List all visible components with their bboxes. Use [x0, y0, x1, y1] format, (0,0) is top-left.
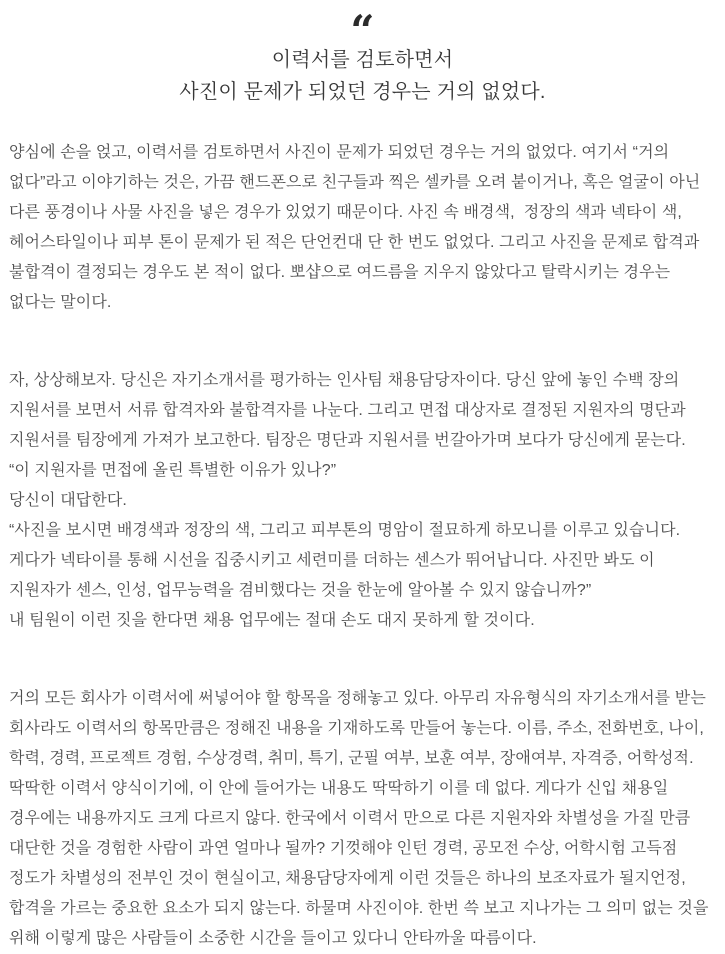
- paragraph-1: [9, 138, 716, 318]
- text-line: “사진을 보시면 배경색과 정장의 색, 그리고 피부톤의 명암이 절묘하게 하모니를 이루고 있습니다. 게다가 넥타이를 통해 시선을 집중시키고 세련미를 더하는 센스가 뛰어납니다. 사진만 봐도 이 지원자가 센스, 인성, 업무능력을 겸비했다는 것을 한눈에 알아볼 수 있지 않습니까?”: [9, 522, 685, 599]
- article-body: [9, 138, 716, 954]
- double-quote-icon: “: [350, 6, 375, 55]
- text-line: 당신이 대답한다.: [9, 492, 127, 509]
- text-line: 자, 상상해보자. 당신은 자기소개서를 평가하는 인사팀 채용담당자이다. 당신 앞에 놓인 수백 장의 지원서를 보면서 서류 합격자와 불합격자를 나눈다. 그리고 면접 대상자로 결정된 지원자의 명단과 지원서를 팀장에게 가져가 보고한다. 팀장은 명단과 지원서를 번갈아가며 보다가 당신에게 묻는다.: [9, 372, 691, 449]
- text-line: 내 팀원이 이런 짓을 한다면 채용 업무에는 절대 손도 대지 못하게 할 것이다.: [9, 612, 535, 629]
- paragraph-3: [9, 684, 716, 954]
- text-line: 거의 모든 회사가 이력서에 써넣어야 할 항목을 정해놓고 있다. 아무리 자유형식의 자기소개서를 받는 회사라도 이력서의 항목만큼은 정해진 내용을 기재하도록 만들어 놓는다. 이름, 주소, 전화번호, 나이, 학력, 경력, 프로젝트 경험, 수상경력, 취미, 특기, 군필 여부, 보훈 여부, 장애여부, 자격증, 어학성적. 딱딱한 이력서 양식이기에, 이 안에 들어가는 내용도 딱딱하기 이를 데 없다. 게다가 신입 채용일 경우에는 내용까지도 크게 다르지 않다. 한국에서 이력서 만으로 다른 지원자와 차별성을 가질 만큼 대단한 것을 경험한 사람이 과연 얼마나 될까? 기껏해야 인턴 경력, 공모전 수상, 어학시험 고득점 정도가 차별성의 전부인 것이 현실이고, 채용담당자에게 이런 것들은 하나의 보조자료가 될지언정, 합격을 가르는 중요한 요소가 되지 않는다. 하물며 사진이야. 한번 쓱 보고 지나가는 그 의미 없는 것을 위해 이렇게 많은 사람들이 소중한 시간을 들이고 있다니 안타까울 따름이다.: [9, 690, 714, 947]
- quote-line-1: 이력서를 검토하면서: [271, 49, 454, 71]
- pull-quote: [9, 8, 716, 108]
- text-line: “이 지원자를 면접에 올린 특별한 이유가 있나?”: [9, 462, 337, 479]
- paragraph-2: [9, 366, 716, 636]
- quote-line-2: 사진이 문제가 되었던 경우는 거의 없었다.: [179, 81, 546, 103]
- text-line: 양심에 손을 얹고, 이력서를 검토하면서 사진이 문제가 되었던 경우는 거의 없었다. 여기서 “거의 없다”라고 이야기하는 것은, 가끔 핸드폰으로 친구들과 찍은 셀카를 오려 붙이거나, 혹은 얼굴이 아닌 다른 풍경이나 사물 사진을 넣은 경우가 있었기 때문이다. 사진 속 배경색, 정장의 색과 넥타이 색, 헤어스타일이나 피부 톤이 문제가 된 적은 단언컨대 단 한 번도 없었다. 그리고 사진을 문제로 합격과 불합격이 결정되는 경우도 본 적이 없다. 뽀샵으로 여드름을 지우지 않았다고 탈락시키는 경우는 없다는 말이다.: [9, 144, 705, 311]
